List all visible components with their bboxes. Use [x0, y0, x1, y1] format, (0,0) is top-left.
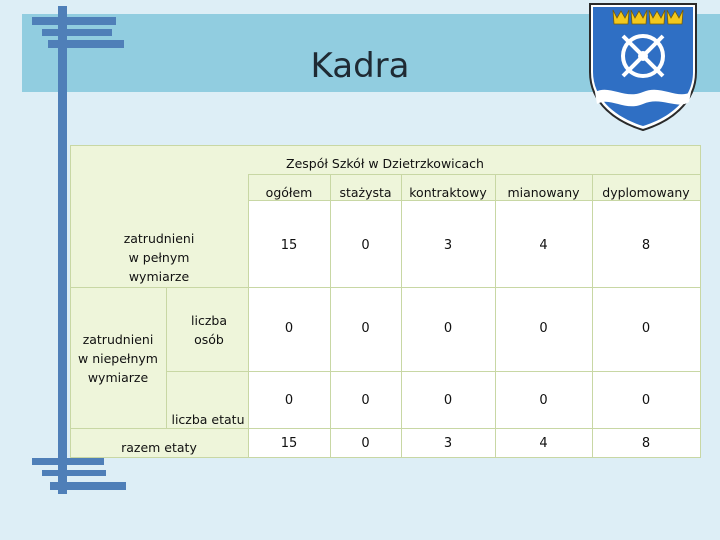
staff-table [70, 145, 701, 458]
cell-value: 0 [539, 393, 548, 408]
decor-bar-top-2 [42, 29, 112, 36]
cell-value: 8 [641, 436, 651, 451]
cell-value: 0 [361, 321, 370, 336]
column-header: kontraktowy [409, 185, 487, 200]
decor-bar-top-1 [32, 17, 116, 25]
decor-bar-top-3 [48, 40, 124, 48]
grid-line [166, 371, 701, 372]
cell-value: 3 [443, 238, 453, 253]
row-label-part-time [70, 330, 166, 387]
cell-value: 15 [280, 436, 298, 451]
column-header: mianowany [507, 185, 580, 200]
row-label-line: wymiarze [87, 370, 149, 385]
cell-value: 4 [539, 436, 548, 451]
grid-line [248, 174, 701, 175]
grid-line [592, 174, 593, 458]
cell-value: 0 [539, 321, 548, 336]
row-label-full-time [70, 229, 248, 286]
decor-bar-vertical [58, 6, 67, 494]
cell-value: 0 [641, 393, 651, 408]
column-header: stażysta [339, 185, 392, 200]
cell-value: 0 [641, 321, 651, 336]
grid-line [401, 174, 402, 458]
grid-line [70, 145, 71, 458]
cell-value: 4 [539, 238, 548, 253]
cell-value: 0 [443, 321, 453, 336]
row-label-line: zatrudnieni [82, 332, 154, 347]
decor-bar-bottom-1 [32, 458, 104, 465]
row-label-line: wymiarze [128, 269, 190, 284]
grid-line [70, 145, 701, 146]
grid-line [70, 428, 701, 429]
grid-line [495, 174, 496, 458]
grid-line [70, 457, 701, 458]
row-label-line: w niepełnym [78, 351, 158, 366]
cell-value: 0 [361, 436, 370, 451]
grid-line [700, 145, 701, 458]
cell-value: 0 [361, 238, 370, 253]
row-label-line: liczba [191, 313, 227, 328]
grid-line [166, 287, 167, 428]
grid-line [330, 174, 331, 458]
crest-icon [585, 0, 701, 132]
row-label-fte: liczba etatu [171, 412, 245, 427]
cell-value: 0 [284, 393, 294, 408]
slide-title: Kadra [310, 46, 410, 86]
table-caption: Zespół Szkół w Dzietrzkowicach [286, 156, 484, 171]
cell-value: 0 [284, 321, 294, 336]
decor-bar-bottom-2 [42, 470, 106, 476]
row-label-total: razem etaty [121, 440, 197, 455]
row-label-line: w pełnym [128, 250, 190, 265]
decor-bar-bottom-3 [50, 482, 126, 490]
row-label-line: zatrudnieni [123, 231, 195, 246]
cell-value: 8 [641, 238, 651, 253]
column-header: ogółem [265, 185, 313, 200]
cell-value: 15 [280, 238, 298, 253]
cell-value: 0 [361, 393, 370, 408]
row-label-line: osób [194, 332, 224, 347]
column-header: dyplomowany [602, 185, 690, 200]
cell-value: 0 [443, 393, 453, 408]
cell-value: 3 [443, 436, 453, 451]
grid-line [70, 287, 701, 288]
row-label-persons [170, 311, 248, 349]
